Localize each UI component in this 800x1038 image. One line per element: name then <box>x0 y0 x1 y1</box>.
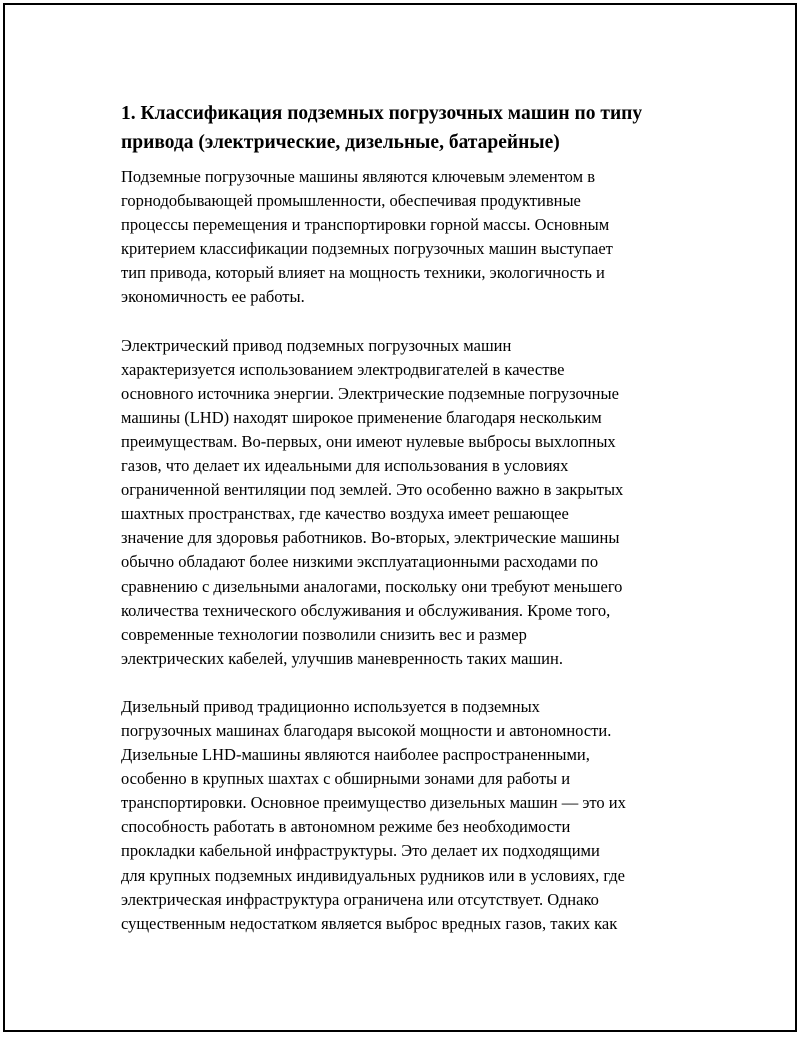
heading-line: 1. Классификация подземных погрузочных машин по типу <box>121 103 643 124</box>
text-line: прокладки кабельной инфраструктуры. Это делает их подходящими <box>121 841 600 861</box>
paragraph-diesel-drive <box>121 695 696 936</box>
text-line: основного источника энергии. Электрические подземные погрузочные <box>121 383 619 403</box>
paragraph-intro <box>121 165 696 310</box>
text-line: газов, что делает их идеальными для использования в условиях <box>121 456 569 476</box>
paragraph-electric-drive <box>121 334 696 671</box>
heading-line: привода (электрические, дизельные, батарейные) <box>121 132 560 153</box>
text-line: горнодобывающей промышленности, обеспечивая продуктивные <box>121 191 581 211</box>
text-line: Дизельный привод традиционно используется в подземных <box>121 696 540 716</box>
text-line: процессы перемещения и транспортировки горной массы. Основным <box>121 215 610 235</box>
text-line: существенным недостатком является выброс вредных газов, таких как <box>121 913 618 933</box>
text-line: шахтных пространствах, где качество воздуха имеет решающее <box>121 504 569 524</box>
text-line: транспортировки. Основное преимущество дизельных машин — это их <box>121 793 626 813</box>
document-page <box>3 3 797 1032</box>
text-line: обычно обладают более низкими эксплуатационными расходами по <box>121 552 599 572</box>
text-line: современные технологии позволили снизить вес и размер <box>121 624 527 644</box>
text-line: Дизельные LHD-машины являются наиболее распространенными, <box>121 745 590 765</box>
text-line: электрических кабелей, улучшив маневренность таких машин. <box>121 648 563 668</box>
text-line: для крупных подземных индивидуальных рудников или в условиях, где <box>121 865 625 885</box>
text-line: Электрический привод подземных погрузочных машин <box>121 335 512 355</box>
text-line: экономичность ее работы. <box>121 287 305 307</box>
text-line: характеризуется использованием электродвигателей в качестве <box>121 359 565 379</box>
text-line: преимуществам. Во-первых, они имеют нулевые выбросы выхлопных <box>121 431 616 451</box>
text-line: способность работать в автономном режиме без необходимости <box>121 817 571 837</box>
text-line: количества технического обслуживания и обслуживания. Кроме того, <box>121 600 611 620</box>
text-line: Подземные погрузочные машины являются ключевым элементом в <box>121 167 595 186</box>
text-line: значение для здоровья работников. Во-вторых, электрические машины <box>121 528 620 548</box>
text-line: погрузочных машинах благодаря высокой мощности и автономности. <box>121 720 612 740</box>
text-line: машины (LHD) находят широкое применение благодаря нескольким <box>121 407 602 427</box>
text-line: критерием классификации подземных погрузочных машин выступает <box>121 239 613 259</box>
text-line: ограниченной вентиляции под землей. Это особенно важно в закрытых <box>121 480 624 500</box>
text-line: электрическая инфраструктура ограничена или отсутствует. Однако <box>121 889 599 909</box>
text-line: особенно в крупных шахтах с обширными зонами для работы и <box>121 769 571 789</box>
text-line: сравнению с дизельными аналогами, поскольку они требуют меньшего <box>121 576 623 596</box>
text-line: тип привода, который влияет на мощность техники, экологичность и <box>121 263 605 283</box>
section-heading <box>121 99 696 157</box>
document-body <box>121 99 696 936</box>
